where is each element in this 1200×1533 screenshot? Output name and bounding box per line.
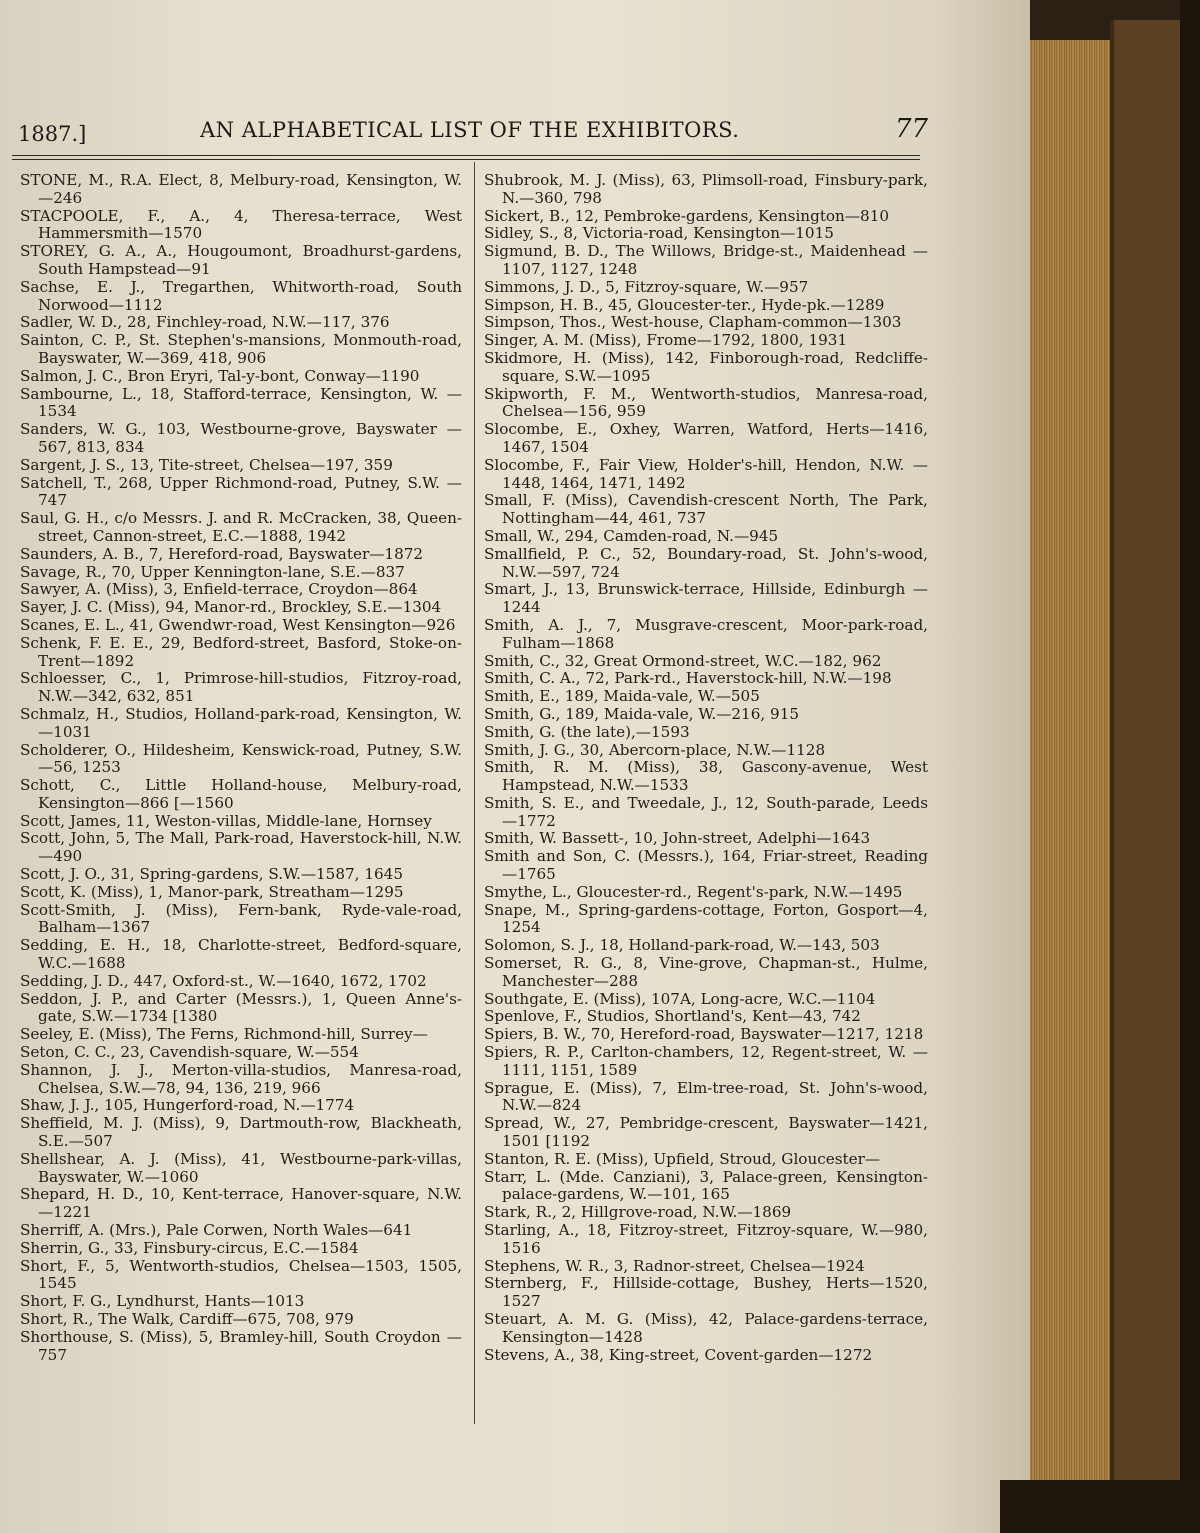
exhibitor-entry: Slocombe, E., Oxhey, Warren, Watford, Herts—1416, 1467, 1504 xyxy=(484,420,928,456)
exhibitor-entry: Salmon, J. C., Bron Eryri, Tal-y-bont, Conway—1190 xyxy=(20,366,420,385)
exhibitor-entry: Scott, James, 11, Weston-villas, Middle-lane, Hornsey xyxy=(20,811,432,830)
exhibitor-entry: Sainton, C. P., St. Stephen's-mansions, Monmouth-road, Bayswater, W.—369, 418, 906 xyxy=(20,331,462,367)
exhibitor-entry: Shubrook, M. J. (Miss), 63, Plimsoll-road, Finsbury-park, N.—360, 798 xyxy=(484,171,928,207)
exhibitor-entry: Shannon, J. J., Merton-villa-studios, Manresa-road, Chelsea, S.W.—78, 94, 136, 219, 966 xyxy=(20,1060,462,1097)
exhibitor-entry: Smallfield, P. C., 52, Boundary-road, St. John's-wood, N.W.—597, 724 xyxy=(484,544,928,581)
exhibitor-entry: Stevens, A., 38, King-street, Covent-garden—1272 xyxy=(484,1345,873,1364)
exhibitor-entry: Scholderer, O., Hildesheim, Kenswick-road, Putney, S.W.—56, 1253 xyxy=(20,740,462,777)
exhibitor-entry: Smith, A. J., 7, Musgrave-crescent, Moor-park-road, Fulham—1868 xyxy=(484,615,928,652)
exhibitor-entry: Shorthouse, S. (Miss), 5, Bramley-hill, South Croydon —757 xyxy=(20,1327,462,1364)
header-rule xyxy=(12,155,920,156)
exhibitor-entry: Smart, J., 13, Brunswick-terrace, Hillside, Edinburgh —1244 xyxy=(484,580,928,617)
exhibitor-entry: Shepard, H. D., 10, Kent-terrace, Hanover-square, N.W.—1221 xyxy=(20,1185,462,1222)
page-header xyxy=(0,110,1030,150)
exhibitor-entry: Saunders, A. B., 7, Hereford-road, Bayswater—1872 xyxy=(20,544,424,563)
exhibitor-entry: Scott-Smith, J. (Miss), Fern-bank, Ryde-vale-road, Balham—1367 xyxy=(20,900,462,937)
book-cover xyxy=(1110,20,1184,1490)
header-title: AN ALPHABETICAL LIST OF THE EXHIBITORS. xyxy=(200,118,740,142)
exhibitor-entry: Skipworth, F. M., Wentworth-studios, Manresa-road, Chelsea—156, 959 xyxy=(484,384,928,421)
header-year: 1887.] xyxy=(18,122,87,146)
exhibitor-entry: Spiers, B. W., 70, Hereford-road, Bayswater—1217, 1218 xyxy=(484,1025,924,1044)
exhibitor-entry: Smith and Son, C. (Messrs.), 164, Friar-street, Reading —1765 xyxy=(484,847,928,884)
exhibitor-entry: Stanton, R. E. (Miss), Upfield, Stroud, Gloucester— xyxy=(484,1149,881,1168)
exhibitor-entry: Scott, K. (Miss), 1, Manor-park, Streatham—1295 xyxy=(20,882,404,901)
exhibitor-entry: Savage, R., 70, Upper Kennington-lane, S.E.—837 xyxy=(20,562,405,581)
exhibitor-entry: Sherriff, A. (Mrs.), Pale Corwen, North Wales—641 xyxy=(20,1221,413,1240)
exhibitor-entry: Smith, S. E., and Tweedale, J., 12, South-parade, Leeds —1772 xyxy=(484,793,928,830)
exhibitor-entry: Satchell, T., 268, Upper Richmond-road, Putney, S.W. —747 xyxy=(20,473,462,510)
exhibitor-entry: Sadler, W. D., 28, Finchley-road, N.W.—117, 376 xyxy=(20,313,390,332)
page-edges xyxy=(1030,40,1110,1480)
exhibitor-entry: Sternberg, F., Hillside-cottage, Bushey, Herts—1520, 1527 xyxy=(484,1274,928,1311)
exhibitor-entry: Smith, C., 32, Great Ormond-street, W.C.—182, 962 xyxy=(484,651,882,670)
exhibitor-entry: STACPOOLE, F., A., 4, Theresa-terrace, West Hammersmith—1570 xyxy=(20,206,462,243)
column-divider xyxy=(474,162,475,1424)
exhibitor-entry: Scott, J. O., 31, Spring-gardens, S.W.—1587, 1645 xyxy=(20,865,403,884)
exhibitor-entry: Smith, W. Bassett-, 10, John-street, Adelphi—1643 xyxy=(484,829,871,848)
exhibitor-entry: Short, R., The Walk, Cardiff—675, 708, 979 xyxy=(20,1310,354,1328)
exhibitor-entry: Starling, A., 18, Fitzroy-street, Fitzroy-square, W.—980, 1516 xyxy=(484,1221,928,1257)
exhibitor-entry: Sedding, E. H., 18, Charlotte-street, Bedford-square, W.C.—1688 xyxy=(20,936,462,973)
exhibitor-entry: STONE, M., R.A. Elect, 8, Melbury-road, Kensington, W.—246 xyxy=(20,171,462,207)
exhibitor-entry: Shellshear, A. J. (Miss), 41, Westbourne-park-villas, Bayswater, W.—1060 xyxy=(20,1149,462,1186)
exhibitor-entry: Seeley, E. (Miss), The Ferns, Richmond-hill, Surrey— xyxy=(20,1025,428,1044)
exhibitor-entry: Stark, R., 2, Hillgrove-road, N.W.—1869 xyxy=(484,1203,792,1222)
left-column xyxy=(20,172,462,1364)
exhibitor-entry: Starr, L. (Mde. Canziani), 3, Palace-green, Kensington-palace-gardens, W.—101, 165 xyxy=(484,1167,928,1204)
exhibitor-entry: Sachse, E. J., Tregarthen, Whitworth-road, South Norwood—1112 xyxy=(20,277,462,314)
exhibitor-entry: Sidley, S., 8, Victoria-road, Kensington—1015 xyxy=(484,224,834,243)
exhibitor-entry: Simpson, Thos., West-house, Clapham-common—1303 xyxy=(484,313,902,332)
exhibitor-entry: Sherrin, G., 33, Finsbury-circus, E.C.—1584 xyxy=(20,1238,359,1257)
exhibitor-entry: Stephens, W. R., 3, Radnor-street, Chelsea—1924 xyxy=(484,1256,865,1275)
right-column xyxy=(484,172,928,1364)
exhibitor-entry: Sanders, W. G., 103, Westbourne-grove, Bayswater —567, 813, 834 xyxy=(20,420,462,456)
exhibitor-entry: Southgate, E. (Miss), 107A, Long-acre, W.C.—1104 xyxy=(484,989,876,1008)
exhibitor-entry: Smith, G., 189, Maida-vale, W.—216, 915 xyxy=(484,704,800,723)
exhibitor-entry: Small, W., 294, Camden-road, N.—945 xyxy=(484,526,779,545)
exhibitor-entry: Scanes, E. L., 41, Gwendwr-road, West Kensington—926 xyxy=(20,615,456,634)
exhibitor-entry: Sargent, J. S., 13, Tite-street, Chelsea—197, 359 xyxy=(20,455,393,474)
exhibitor-entry: Schott, C., Little Holland-house, Melbury-road, Kensington—866 [—1560 xyxy=(20,776,462,812)
exhibitor-entry: Short, F., 5, Wentworth-studios, Chelsea—1503, 1505, 1545 xyxy=(20,1256,462,1293)
exhibitor-entry: Spiers, R. P., Carlton-chambers, 12, Regent-street, W. —1111, 1151, 1589 xyxy=(484,1043,928,1079)
exhibitor-entry: Sprague, E. (Miss), 7, Elm-tree-road, St. John's-wood, N.W.—824 xyxy=(484,1078,928,1115)
exhibitor-entry: Shaw, J. J., 105, Hungerford-road, N.—1774 xyxy=(20,1096,355,1115)
exhibitor-entry: Smith, R. M. (Miss), 38, Gascony-avenue, West Hampstead, N.W.—1533 xyxy=(484,758,928,795)
exhibitor-entry: Somerset, R. G., 8, Vine-grove, Chapman-st., Hulme, Manchester—288 xyxy=(484,954,928,990)
background-right xyxy=(1180,0,1200,1533)
exhibitor-entry: Smith, G. (the late),—1593 xyxy=(484,722,690,741)
exhibitor-entry: Schloesser, C., 1, Primrose-hill-studios, Fitzroy-road, N.W.—342, 632, 851 xyxy=(20,669,462,706)
exhibitor-entry: Saul, G. H., c/o Messrs. J. and R. McCracken, 38, Queen-street, Cannon-street, E.C.—1888, 1942 xyxy=(20,509,462,545)
exhibitor-entry: Sayer, J. C. (Miss), 94, Manor-rd., Brockley, S.E.—1304 xyxy=(20,598,442,617)
exhibitor-entry: Schenk, F. E. E., 29, Bedford-street, Basford, Stoke-on-Trent—1892 xyxy=(20,633,462,670)
exhibitor-entry: Smith, J. G., 30, Abercorn-place, N.W.—1128 xyxy=(484,740,826,759)
exhibitor-entry: Smith, C. A., 72, Park-rd., Haverstock-hill, N.W.—198 xyxy=(484,669,892,688)
exhibitor-entry: Smith, E., 189, Maida-vale, W.—505 xyxy=(484,687,760,706)
page-number: 77 xyxy=(895,114,929,144)
exhibitor-entry: Solomon, S. J., 18, Holland-park-road, W.—143, 503 xyxy=(484,936,880,955)
exhibitor-entry: Steuart, A. M. G. (Miss), 42, Palace-gardens-terrace, Kensington—1428 xyxy=(484,1310,928,1346)
background-bottom xyxy=(1000,1480,1200,1533)
exhibitor-entry: Sawyer, A. (Miss), 3, Enfield-terrace, Croydon—864 xyxy=(20,580,418,599)
exhibitor-entry: Schmalz, H., Studios, Holland-park-road, Kensington, W.—1031 xyxy=(20,704,462,741)
exhibitor-entry: Skidmore, H. (Miss), 142, Finborough-road, Redcliffe-square, S.W.—1095 xyxy=(484,348,928,385)
header-rule-second xyxy=(12,159,920,160)
exhibitor-entry: Sickert, B., 12, Pembroke-gardens, Kensington—810 xyxy=(484,206,890,225)
exhibitor-entry: Sedding, J. D., 447, Oxford-st., W.—1640, 1672, 1702 xyxy=(20,971,427,990)
exhibitor-entry: Seton, C. C., 23, Cavendish-square, W.—554 xyxy=(20,1043,359,1062)
exhibitor-entry: Small, F. (Miss), Cavendish-crescent North, The Park, Nottingham—44, 461, 737 xyxy=(484,491,928,528)
exhibitor-entry: Spenlove, F., Studios, Shortland's, Kent—43, 742 xyxy=(484,1007,861,1026)
exhibitor-entry: Scott, John, 5, The Mall, Park-road, Haverstock-hill, N.W.—490 xyxy=(20,829,462,866)
exhibitor-entry: Slocombe, F., Fair View, Holder's-hill, Hendon, N.W. —1448, 1464, 1471, 1492 xyxy=(484,455,928,492)
exhibitor-entry: Sambourne, L., 18, Stafford-terrace, Kensington, W. —1534 xyxy=(20,384,462,421)
exhibitor-entry: Simpson, H. B., 45, Gloucester-ter., Hyde-pk.—1289 xyxy=(484,295,885,314)
exhibitor-entry: Singer, A. M. (Miss), Frome—1792, 1800, 1931 xyxy=(484,331,848,350)
exhibitor-entry: STOREY, G. A., A., Hougoumont, Broadhurst-gardens, South Hampstead—91 xyxy=(20,242,462,278)
exhibitor-entry: Sigmund, B. D., The Willows, Bridge-st., Maidenhead —1107, 1127, 1248 xyxy=(484,242,928,278)
exhibitor-entry: Seddon, J. P., and Carter (Messrs.), 1, Queen Anne's-gate, S.W.—1734 [1380 xyxy=(20,989,462,1026)
exhibitor-entry: Snape, M., Spring-gardens-cottage, Forton, Gosport—4, 1254 xyxy=(484,900,928,937)
exhibitor-entry: Spread, W., 27, Pembridge-crescent, Bayswater—1421, 1501 [1192 xyxy=(484,1114,928,1151)
exhibitor-entry: Short, F. G., Lyndhurst, Hants—1013 xyxy=(20,1292,305,1311)
exhibitor-entry: Sheffield, M. J. (Miss), 9, Dartmouth-row, Blackheath, S.E.—507 xyxy=(20,1114,462,1151)
exhibitor-entry: Smythe, L., Gloucester-rd., Regent's-park, N.W.—1495 xyxy=(484,882,903,901)
exhibitor-entry: Simmons, J. D., 5, Fitzroy-square, W.—957 xyxy=(484,277,809,296)
